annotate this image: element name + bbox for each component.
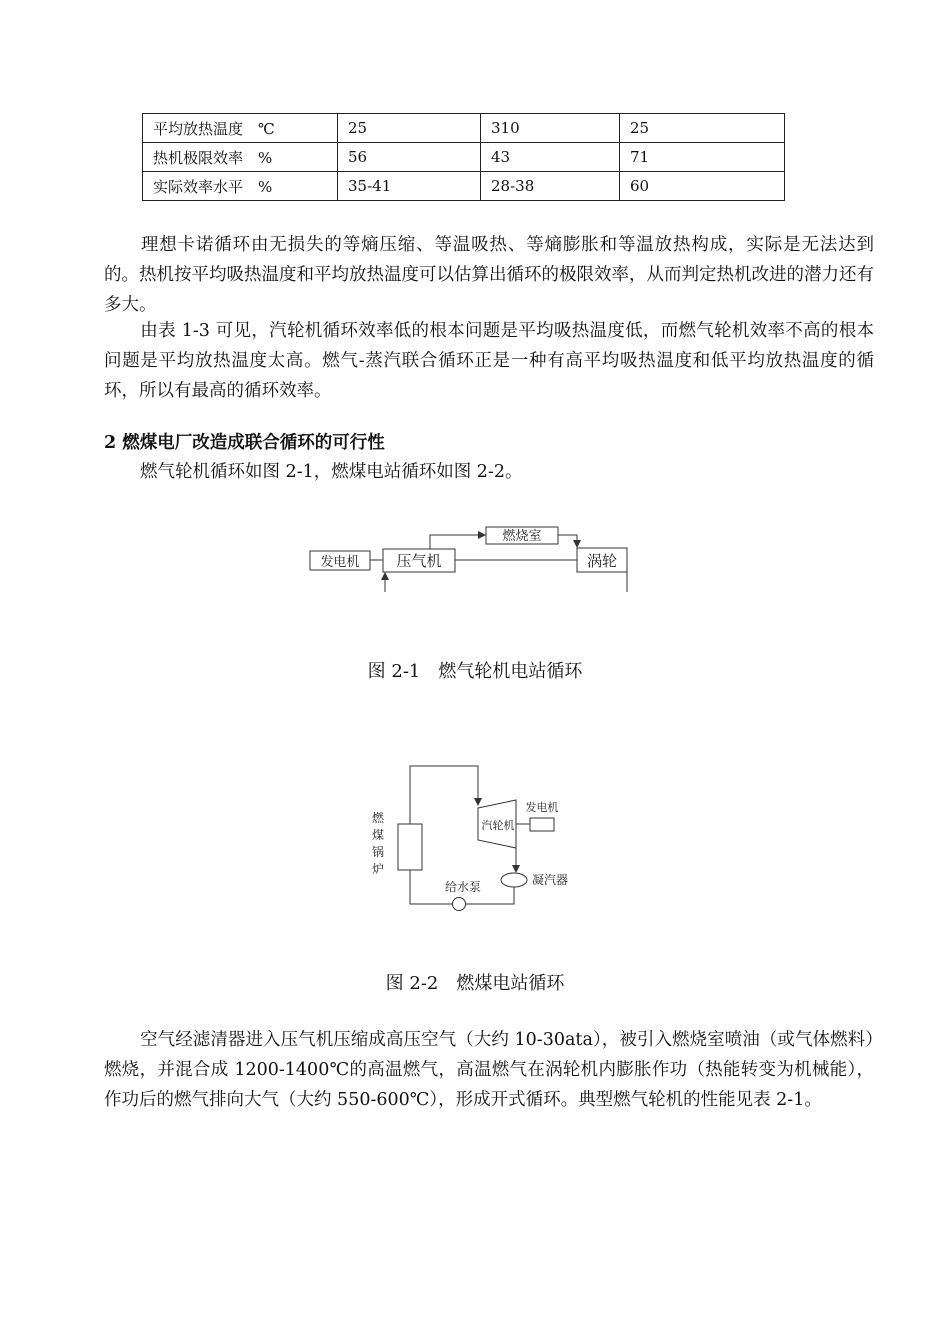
turbine-label: 汽轮机 [481,819,515,832]
table-cell: 28-38 [481,172,620,201]
table-cell: 60 [620,172,785,201]
turbine-label: 涡轮 [586,552,618,570]
pump-shape [453,898,466,911]
table-cell: 35-41 [338,172,481,201]
table-cell: 实际效率水平 % [143,172,338,201]
condenser-label: 凝汽器 [531,873,569,887]
generator-label: 发电机 [320,555,360,570]
paragraph-text: 燃气轮机循环如图 2-1，燃煤电站循环如图 2-2。 [140,462,523,482]
table-cell: 71 [620,143,785,172]
figure-caption: 图 2-1 燃气轮机电站循环 [367,661,583,682]
generator-label: 发电机 [525,801,559,814]
table-cell: 平均放热温度 ℃ [143,114,338,143]
pump-label: 给水泵 [444,880,482,894]
table-cell: 56 [338,143,481,172]
arrow-icon [474,798,482,806]
steam-line [410,766,478,824]
table-cell: 43 [481,143,620,172]
section-heading: 2 燃煤电厂改造成联合循环的可行性 [104,433,385,453]
arrow-icon [512,865,520,873]
paragraph-text: 由表 1-3 可见，汽轮机循环效率低的根本问题是平均吸热温度低，而燃气轮机效率不高的根本问题是平均放热温度太高。燃气-蒸汽联合循环正是一种有高平均吸热温度和低平均放热温度的循环，所以有最高的循环效率。 [104,321,874,401]
table-cell: 热机极限效率 % [143,143,338,172]
table-cell: 25 [338,114,481,143]
paragraph-gas-turbine-process [104,1025,874,1115]
table-cell: 310 [481,114,620,143]
condenser-shape [501,873,527,887]
boiler-label-char: 煤 [372,828,385,842]
paragraph-text: 空气经滤清器进入压气机压缩成高压空气（大约 10-30ata），被引入燃烧室喷油（或气体燃料）燃烧，并混合成 1200-1400℃的高温燃气，高温燃气在涡轮机内膨胀作功（热能转变为机械能），作功后的燃气排向大气（大约 550-600℃），形成开式循环。典型燃气轮机的性能见表 2-1。 [104,1030,874,1110]
boiler-label-char: 燃 [372,811,385,825]
paragraph-text: 理想卡诺循环由无损失的等熵压缩、等温吸热、等熵膨胀和等温放热构成，实际是无法达到的。热机按平均吸热温度和平均放热温度可以估算出循环的极限效率，从而判定热机改进的潜力还有多大。 [104,235,874,315]
boiler-box [398,824,422,870]
generator-box [530,818,554,831]
table-cell: 25 [620,114,785,143]
compressor-label: 压气机 [396,552,442,570]
boiler-label-char: 锅 [372,845,385,859]
combustor-label: 燃烧室 [502,529,542,544]
figure-caption: 图 2-2 燃煤电站循环 [385,973,565,994]
boiler-label-char: 炉 [372,862,385,876]
